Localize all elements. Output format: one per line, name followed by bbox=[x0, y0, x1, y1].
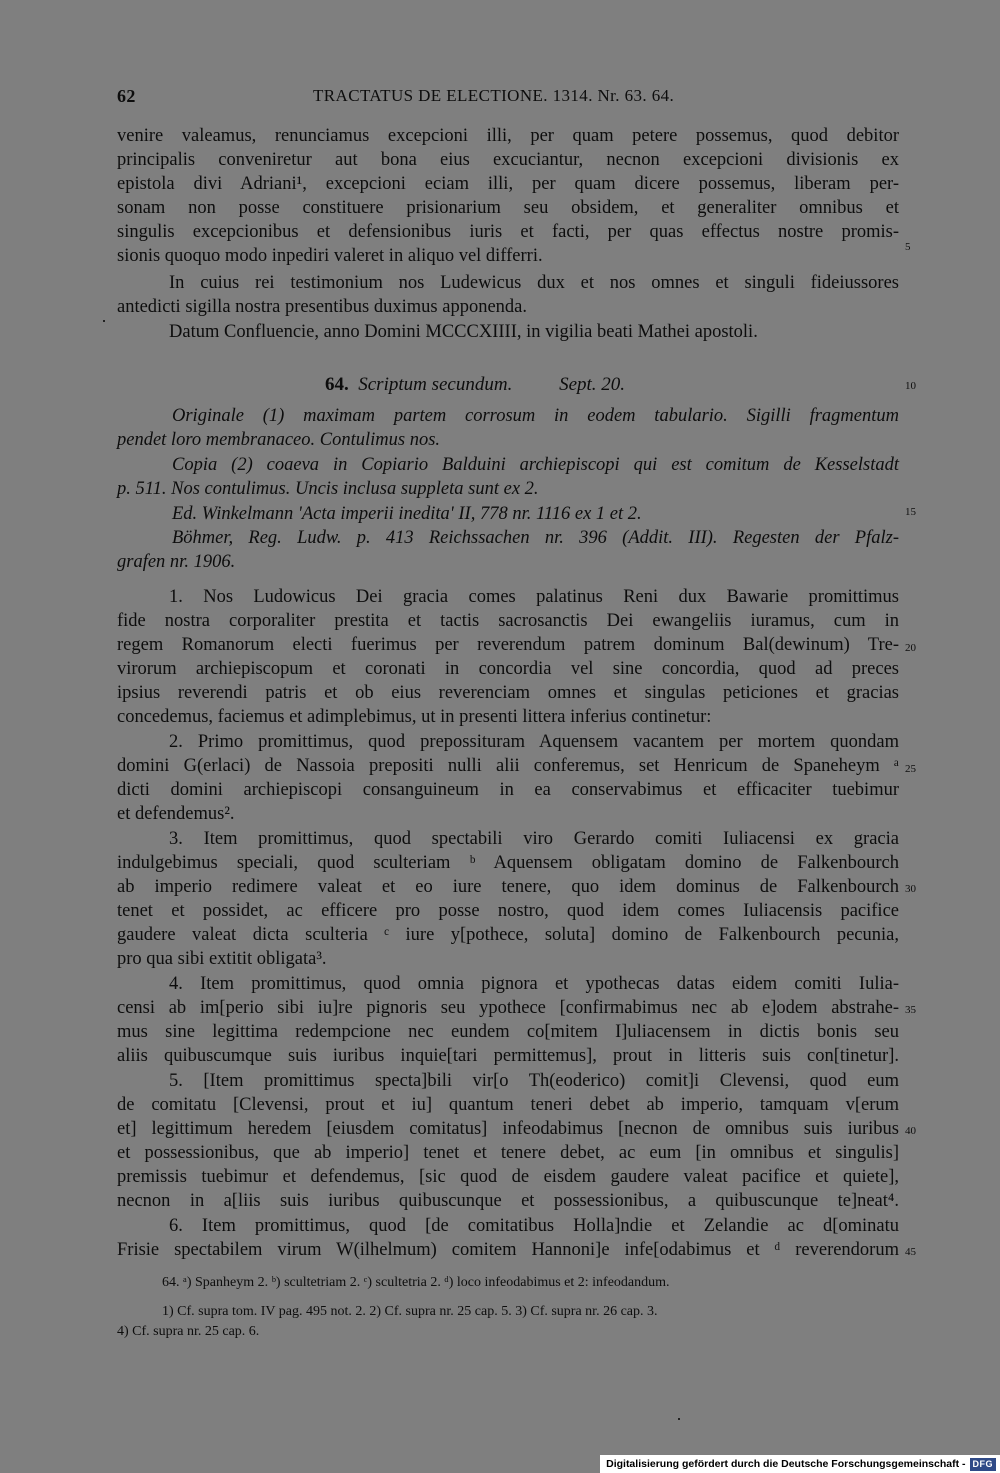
page-number: 62 bbox=[117, 86, 136, 106]
text-line: venire valeamus, renunciamus excepcioni illi, per quam petere possemus, quod debitor bbox=[117, 126, 899, 146]
source-line: Copia (2) coaeva in Copiario Balduini archiepiscopi qui est comitum de Kesselstadt bbox=[172, 455, 899, 475]
text-line: mus sine legittima redempcione nec eundem co[mitem I]uliacensem in dictis bonis seu bbox=[117, 1022, 899, 1042]
text-line: In cuius rei testimonium nos Ludewicus dux et nos omnes et singuli fideiussores bbox=[169, 273, 899, 293]
text-line: 2. Primo promittimus, quod prepossituram Aquensem vacantem per mortem quondam bbox=[169, 732, 899, 752]
text-line: fide nostra corporaliter prestita et tactis sacrosanctis Dei ewangeliis iuramus, cum in bbox=[117, 611, 899, 631]
dfg-logo: DFG bbox=[970, 1458, 997, 1471]
text-line: dicti domini archiepiscopi consanguineum in ea conservabimus et efficaciter tuebimur bbox=[117, 780, 899, 800]
line-number: 45 bbox=[905, 1246, 916, 1258]
line-number: 40 bbox=[905, 1125, 916, 1137]
credit-text: Digitalisierung gefördert durch die Deutsche Forschungsgemeinschaft - bbox=[606, 1458, 966, 1470]
text-line: de comitatu [Clevensi, prout et iu] quantum teneri debet ab imperio, tamquam v[erum bbox=[117, 1095, 899, 1115]
source-line: Ed. Winkelmann 'Acta imperii inedita' II, 778 nr. 1116 ex 1 et 2. bbox=[172, 504, 642, 524]
text-line: aliis quibuscumque suis iuribus inquie[tari permittemus], prout in litteris suis con[tinetur]. bbox=[117, 1046, 899, 1066]
text-line: 3. Item promittimus, quod spectabili viro Gerardo comiti Iuliacensi ex gracia bbox=[169, 829, 899, 849]
text-line: 4. Item promittimus, quod omnia pignora et ypothecas datas eidem comiti Iulia- bbox=[169, 974, 899, 994]
source-line: Originale (1) maximam partem corrosum in eodem tabulario. Sigilli fragmentum bbox=[172, 406, 899, 426]
running-header bbox=[117, 86, 902, 110]
line-number: 15 bbox=[905, 506, 916, 518]
footnote-line: 1) Cf. supra tom. IV pag. 495 not. 2. 2) Cf. supra nr. 25 cap. 5. 3) Cf. supra nr. 26 cap. 3. bbox=[162, 1304, 658, 1319]
line-number: 5 bbox=[905, 241, 911, 253]
digitization-credit bbox=[600, 1455, 1000, 1473]
section-heading bbox=[325, 373, 625, 397]
text-line: epistola divi Adriani¹, excepcioni eciam illi, per quam dicere possemus, liberam per- bbox=[117, 174, 899, 194]
source-line: p. 511. Nos contulimus. Uncis inclusa suppleta sunt ex 2. bbox=[117, 479, 539, 499]
text-line: et] legittimum heredem [eiusdem comitatus] infeodabimus [necnon de omnibus suis iuribus bbox=[117, 1119, 899, 1139]
text-line: 1. Nos Ludowicus Dei gracia comes palatinus Reni dux Bawarie promittimus bbox=[169, 587, 899, 607]
line-number: 35 bbox=[905, 1004, 916, 1016]
variant-notes: 64. ᵃ) Spanheym 2. ᵇ) scultetriam 2. ᶜ) scultetria 2. ᵈ) loco infeodabimus et 2: infeodandum. bbox=[162, 1275, 670, 1290]
source-line: Böhmer, Reg. Ludw. p. 413 Reichssachen nr. 396 (Addit. III). Regesten der Pfalz- bbox=[172, 528, 899, 548]
line-number: 25 bbox=[905, 763, 916, 775]
source-line: pendet loro membranaceo. Contulimus nos. bbox=[117, 430, 441, 450]
text-line: regem Romanorum electi fuerimus per reverendum patrem dominum Bal(dewinum) Tre- bbox=[117, 635, 899, 655]
line-number: 10 bbox=[905, 380, 916, 392]
text-line: principalis conveniretur aut bona eius excuciantur, necnon excepcioni divisionis ex bbox=[117, 150, 899, 170]
text-line: singulis excepcionibus et defensionibus iuris et facti, per quas effectus nostre promis- bbox=[117, 222, 899, 242]
source-description bbox=[117, 404, 899, 574]
text-line: censi ab im[perio sibi iu]re pignoris seu ypothece [confirmabimus nec ab e]odem abstrahe- bbox=[117, 998, 899, 1018]
section-date: Sept. 20. bbox=[559, 374, 626, 395]
text-line: et defendemus². bbox=[117, 804, 235, 824]
text-line: et possessionibus, que ab imperio] tenet et tenere debet, ac eum [in omnibus et singulis] bbox=[117, 1143, 899, 1163]
line-number: 20 bbox=[905, 642, 916, 654]
text-line: domini G(erlaci) de Nassoia prepositi nulli alii conferemus, set Henricum de Spaneheym ᵃ bbox=[117, 756, 899, 776]
running-title: TRACTATUS DE ELECTIONE. 1314. Nr. 63. 64. bbox=[313, 86, 675, 105]
apparatus-notes bbox=[117, 1273, 899, 1343]
text-line: Datum Confluencie, anno Domini MCCCXIIII, in vigilia beati Mathei apostoli. bbox=[169, 322, 758, 342]
text-line: virorum archiepiscopum et coronati in concordia vel sine concordia, quod ad preces bbox=[117, 659, 899, 679]
main-text bbox=[117, 585, 899, 1265]
text-line: indulgebimus speciali, quod sculteriam ᵇ Aquensem obligatam domino de Falkenbourch bbox=[117, 853, 899, 873]
text-line: sonam non posse constituere prisionarium seu obsidem, et generaliter omnibus et bbox=[117, 198, 899, 218]
text-line: necnon in a[liis suis iuribus quibuscunque et possessionibus, a quibuscunque te]neat⁴. bbox=[117, 1191, 899, 1211]
continuation-text bbox=[117, 124, 899, 344]
text-line: 5. [Item promittimus specta]bili vir[o Th(eoderico) comit]i Clevensi, quod eum bbox=[169, 1071, 899, 1091]
text-line: ipsius reverendi patris et ob eius reverenciam omnes et singulas peticiones et gracias bbox=[117, 683, 899, 703]
text-line: ab imperio redimere valeat et eo iure tenere, quo idem dominus de Falkenbourch bbox=[117, 877, 899, 897]
line-number: 30 bbox=[905, 883, 916, 895]
text-line: premissis tuebimur et defendemus, [sic quod de eisdem gaudere valeat pacifice et quiete], bbox=[117, 1167, 899, 1187]
text-line: 6. Item promittimus, quod [de comitatibus Holla]ndie et Zelandie ac d[ominatu bbox=[169, 1216, 899, 1236]
text-line: sionis quoquo modo inpediri valeret in aliquo vel differri. bbox=[117, 246, 543, 266]
source-line: grafen nr. 1906. bbox=[117, 552, 236, 572]
text-line: concedemus, faciemus et adimplebimus, ut in presenti littera inferius continetur: bbox=[117, 707, 712, 727]
section-number: 64. bbox=[325, 374, 349, 395]
text-line: Frisie spectabilem virum W(ilhelmum) comitem Hannoni]e infe[odabimus et ᵈ reverendorum bbox=[117, 1240, 899, 1260]
scan-speck bbox=[103, 320, 105, 322]
text-line: gaudere valeat dicta sculteria ᶜ iure y[pothece, soluta] domino de Falkenbourch pecunia, bbox=[117, 925, 899, 945]
text-line: pro qua sibi extitit obligata³. bbox=[117, 949, 327, 969]
footnote-line: 4) Cf. supra nr. 25 cap. 6. bbox=[117, 1324, 260, 1339]
section-title: Scriptum secundum. bbox=[358, 374, 513, 395]
text-line: tenet et possidet, ac efficere pro posse nostro, quod idem comes Iuliacensis pacifice bbox=[117, 901, 899, 921]
text-line: antedicti sigilla nostra presentibus duximus apponenda. bbox=[117, 297, 527, 317]
scan-speck bbox=[678, 1418, 680, 1420]
